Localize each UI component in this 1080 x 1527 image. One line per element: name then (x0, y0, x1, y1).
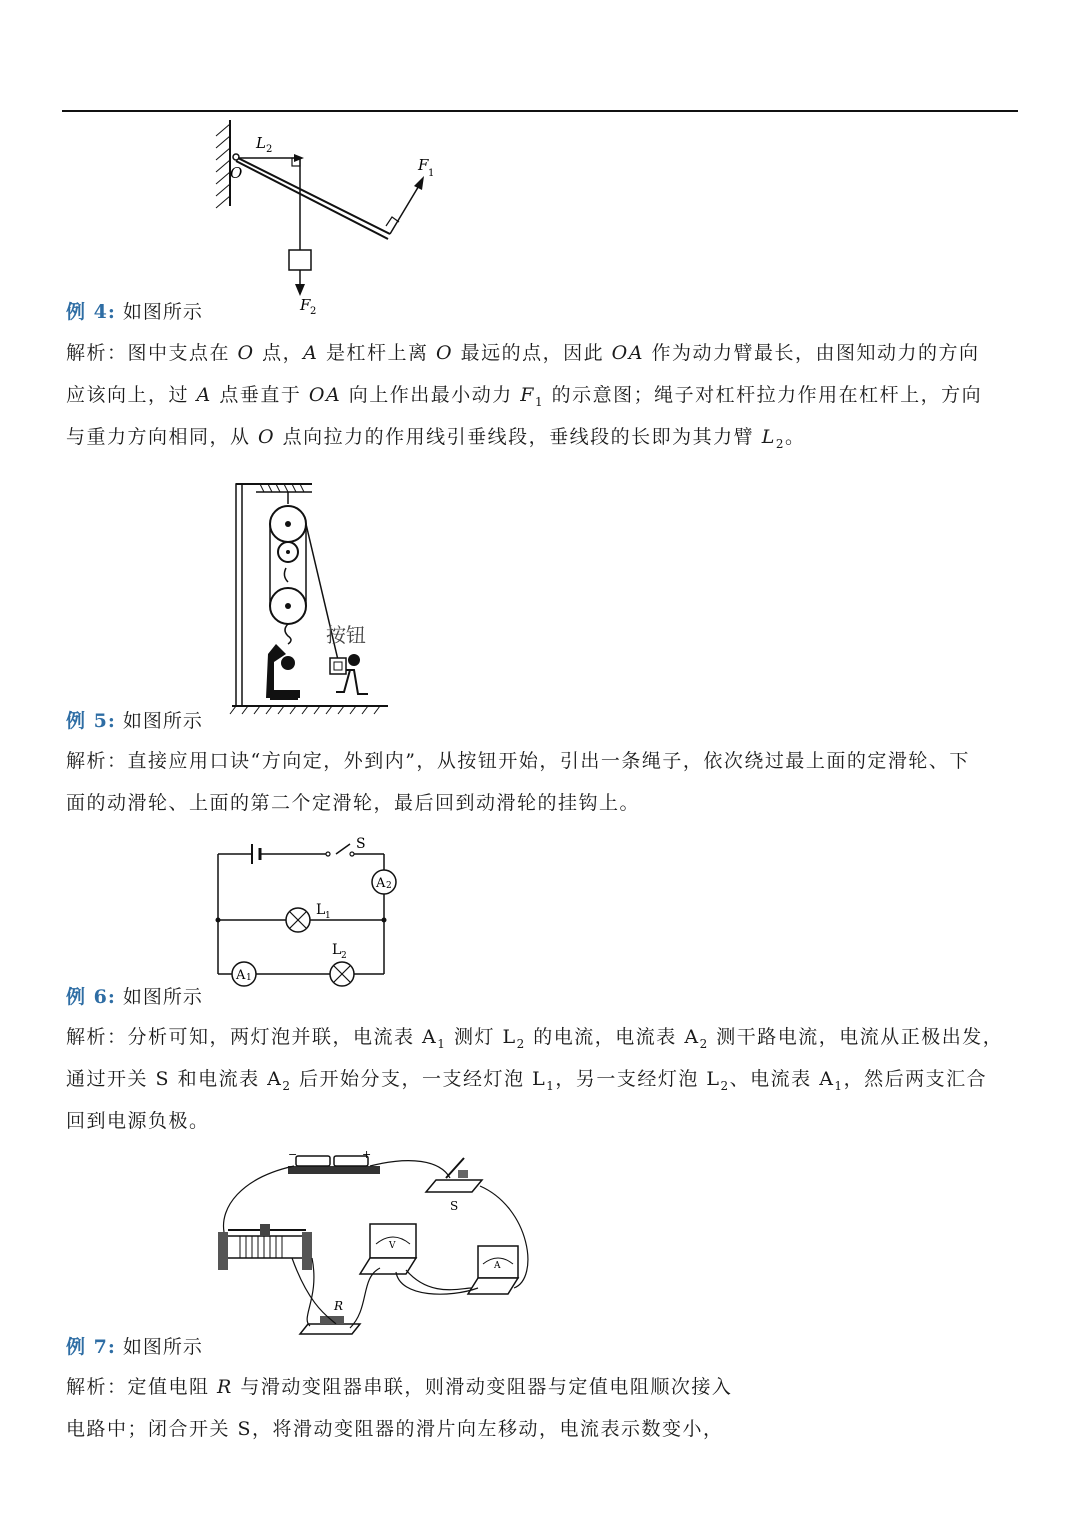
subscript: 2 (720, 1078, 730, 1093)
label-F2-sub: 2 (310, 306, 317, 317)
analysis-line: 解析：图中支点在 O 点，A 是杠杆上离 O 最远的点，因此 OA 作为动力臂最长，由图知动力的方向 (66, 342, 980, 364)
example-5-caption: 如图所示 (122, 710, 203, 732)
label-L2: L (256, 134, 266, 152)
pulley-diagram (226, 478, 396, 723)
italic-symbol: L (761, 426, 776, 448)
battery-minus-label: − (288, 1148, 298, 1161)
pulley-figure (226, 478, 396, 723)
switch-S-label: S (450, 1199, 459, 1213)
analysis-line: 面的动滑轮、上面的第二个定滑轮，最后回到动滑轮的挂钩上。 (66, 792, 641, 814)
lever-diagram (200, 116, 460, 316)
italic-symbol: F (520, 384, 535, 406)
lamp-L1-label: L (316, 902, 326, 918)
voltmeter-label: V (389, 1241, 396, 1251)
italic-symbol: O (237, 342, 255, 364)
example-7-analysis (66, 1366, 1016, 1450)
meter-A1-sub: 1 (246, 973, 252, 983)
analysis-line: 电路中；闭合开关 S，将滑动变阻器的滑片向左移动，电流表示数变小， (66, 1418, 724, 1440)
subscript: 1 (437, 1036, 447, 1051)
ammeter-label: A (494, 1261, 501, 1271)
real-circuit-diagram (210, 1148, 550, 1348)
example-4-label: 例 4: (66, 301, 116, 323)
lamp-L1-sub: 1 (325, 911, 331, 921)
example-5-analysis (66, 740, 1016, 824)
example-7-heading (66, 1332, 203, 1359)
meter-A2-sub: 2 (386, 881, 392, 891)
example-7-caption: 如图所示 (122, 1336, 203, 1358)
italic-symbol: OA (308, 384, 342, 406)
example-7-label: 例 7: (66, 1336, 116, 1358)
subscript: 2 (282, 1078, 292, 1093)
real-circuit-figure (210, 1148, 550, 1348)
italic-symbol: A (196, 384, 212, 406)
lamp-L2-sub: 2 (341, 951, 347, 961)
subscript: 1 (534, 394, 545, 409)
battery-plus-label: + (362, 1148, 372, 1161)
example-6-heading (66, 982, 203, 1009)
circuit-figure (210, 830, 410, 990)
button-label: 按钮 (326, 623, 366, 647)
example-5-label: 例 5: (66, 710, 116, 732)
example-6-label: 例 6: (66, 986, 116, 1008)
lamp-L2-label: L (332, 942, 342, 958)
label-F1-sub: 1 (428, 168, 435, 179)
italic-symbol: A (303, 342, 319, 364)
meter-A1-label: A (236, 968, 246, 983)
subscript: 2 (516, 1036, 526, 1051)
analysis-line: 与重力方向相同，从 O 点向拉力的作用线引垂线段，垂线段的长即为其力臂 $L_2$。 (66, 426, 806, 451)
circuit-diagram (210, 830, 410, 990)
header-rule (62, 110, 1018, 112)
label-O: O (230, 164, 243, 182)
label-L2-sub: 2 (266, 144, 273, 155)
italic-symbol: OA (611, 342, 644, 364)
subscript: 2 (775, 436, 785, 451)
meter-A2-label: A (376, 876, 386, 891)
italic-symbol: R (217, 1376, 233, 1398)
example-4-caption: 如图所示 (122, 301, 203, 323)
example-5-heading (66, 706, 203, 733)
analysis-line: 解析：直接应用口诀“方向定，外到内”，从按钮开始，引出一条绳子，依次绕过最上面的定滑轮、下 (66, 750, 970, 772)
example-6-analysis (66, 1016, 1016, 1142)
example-4-analysis (66, 332, 1016, 458)
example-4-heading (66, 297, 203, 324)
analysis-line: 通过开关 S 和电流表 $A_2$ 后开始分支，一支经灯泡 $L_1$，另一支经灯泡 $L_2$、电流表 $A_1$，然后两支汇合 (66, 1068, 988, 1093)
label-F2: F (300, 296, 311, 314)
analysis-line: 解析：定值电阻 R 与滑动变阻器串联，则滑动变阻器与定值电阻顺次接入 (66, 1376, 733, 1398)
example-6-caption: 如图所示 (122, 986, 203, 1008)
analysis-line: 解析：分析可知，两灯泡并联，电流表 $A_1$ 测灯 $L_2$ 的电流，电流表 $A_2$ 测干路电流，电流从正极出发， (66, 1026, 1004, 1051)
lever-figure (200, 116, 460, 316)
label-F1: F (418, 156, 429, 174)
analysis-line: 回到电源负极。 (66, 1110, 210, 1132)
subscript: 1 (546, 1078, 556, 1093)
subscript: 1 (834, 1078, 844, 1093)
switch-S-label: S (356, 836, 366, 852)
subscript: 2 (699, 1036, 709, 1051)
italic-symbol: O (258, 426, 276, 448)
italic-symbol: O (436, 342, 454, 364)
resistor-R-label: R (334, 1299, 344, 1313)
analysis-line: 应该向上，过 A 点垂直于 OA 向上作出最小动力 $F_1$ 的示意图；绳子对杠杆拉力作用在杠杆上，方向 (66, 384, 983, 409)
